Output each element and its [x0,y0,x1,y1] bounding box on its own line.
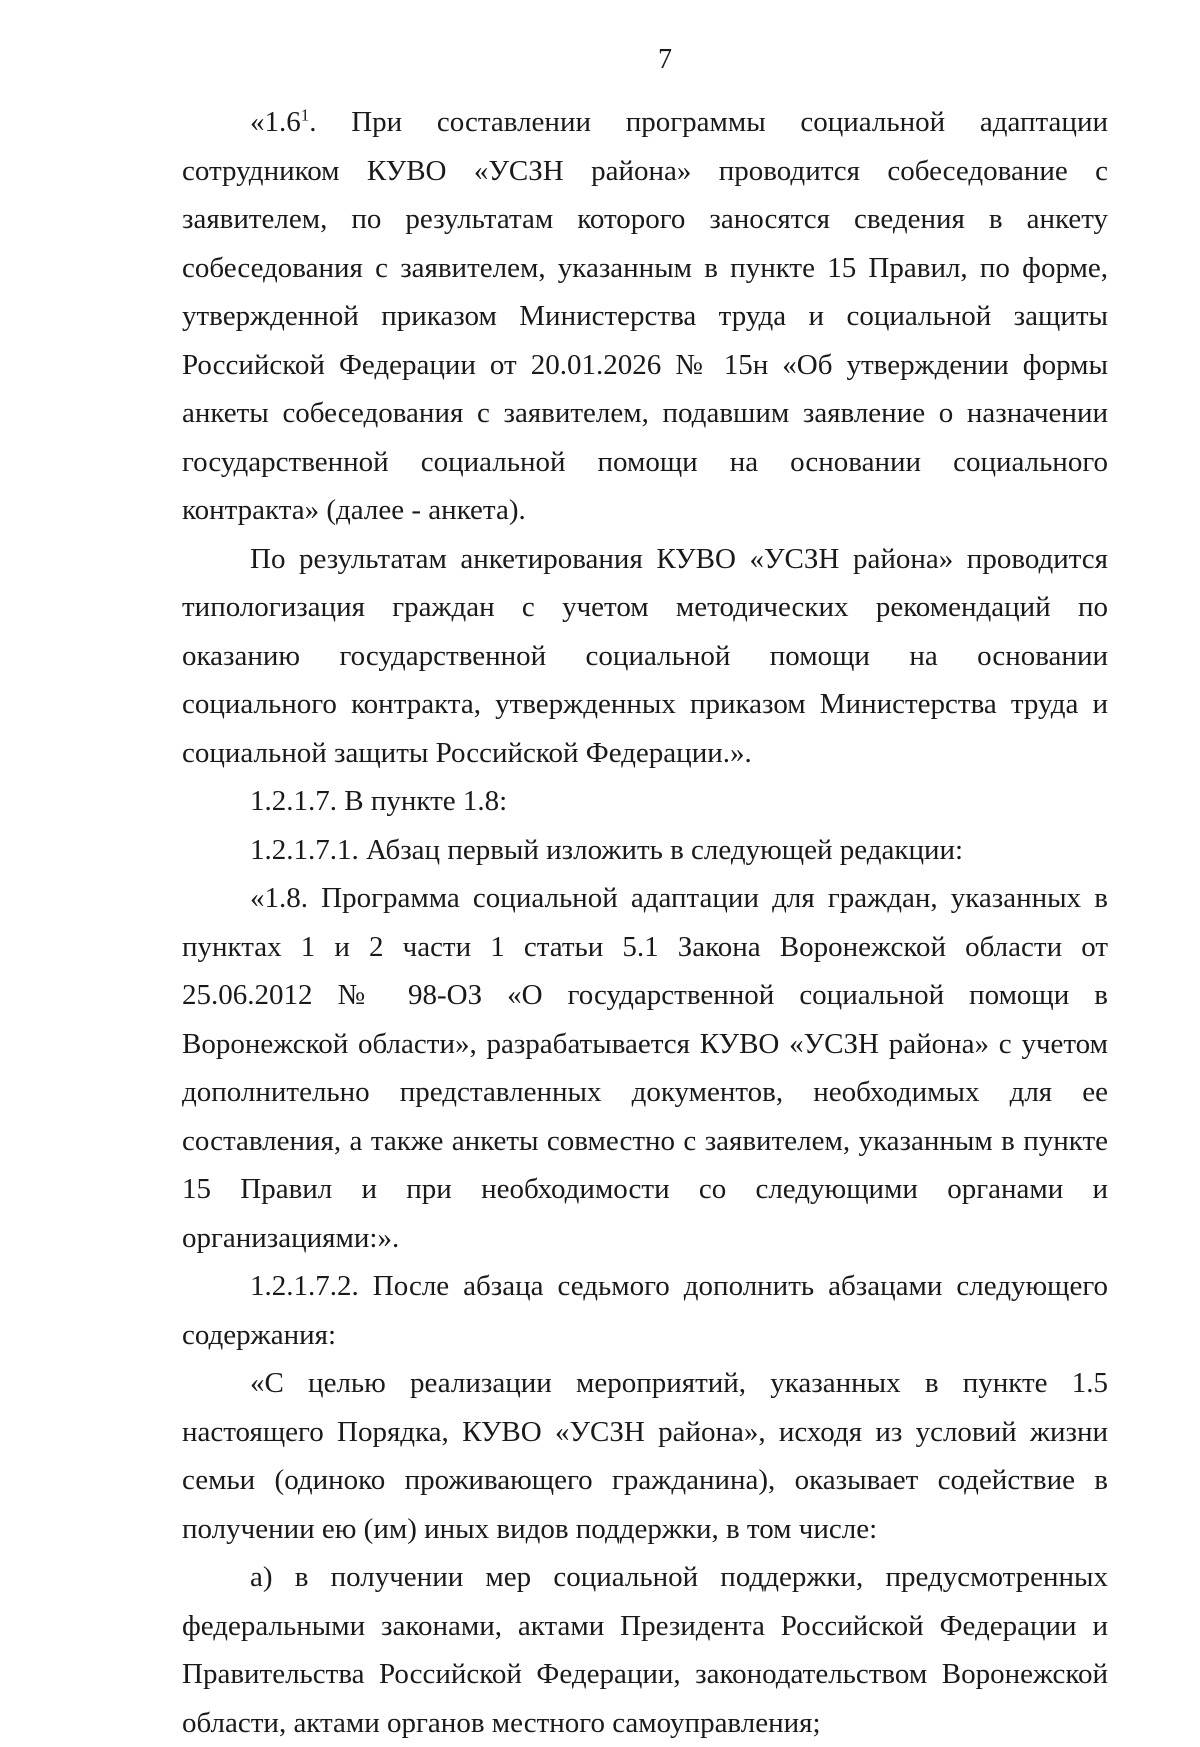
paragraph-typologization: По результатам анкетирования КУВО «УСЗН района» проводится типологизация граждан с учетом методических рекомендаций по оказанию государственной социальной помощи на основании социального контракта, утвержденных приказом Министерства труда и социальной защиты Российской Федерации.». [182,542,1108,769]
paragraph-prefix: «1.6 [250,106,301,138]
paragraph-item-a: а) в получении мер социальной поддержки, предусмотренных федеральными законами, актами Президента Российской Федерации и Правительства Российской Федерации, законодательством Воронежской области, актами органов местного самоуправления; [182,1561,1108,1739]
paragraph-1-6-1 [182,98,1108,535]
paragraph-1-2-1-7: 1.2.1.7. В пункте 1.8: [250,785,508,817]
paragraph-1-2-1-7-2: 1.2.1.7.2. После абзаца седьмого дополнить абзацами следующего содержания: [182,1270,1108,1351]
paragraph-support-measures: «С целью реализации мероприятий, указанных в пункте 1.5 настоящего Порядка, КУВО «УСЗН района», исходя из условий жизни семьи (одиноко проживающего гражданина), оказывает содействие в получении ею (им) иных видов поддержки, в том числе: [182,1367,1108,1545]
paragraph-1-2-1-7-1: 1.2.1.7.1. Абзац первый изложить в следующей редакции: [250,833,964,866]
paragraph-1-8: «1.8. Программа социальной адаптации для граждан, указанных в пунктах 1 и 2 части 1 статьи 5.1 Закона Воронежской области от 25.06.2012 № 98-ОЗ «О государственной социальной помощи в Воронежской области», разрабатывается КУВО «УСЗН района» с учетом дополнительно представленных документов, необходимых для ее составления, а также анкеты совместно с заявителем, указанным в пункте 15 Правил и при необходимости со следующими органами и организациями:». [182,882,1108,1254]
paragraph-text: . При составлении программы социальной адаптации сотрудником КУВО «УСЗН района» проводится собеседование с заявителем, по результатам которого заносятся сведения в анкету собеседования с заявителем, указанным в пункте 15 Правил, по форме, утвержденной приказом Министерства труда и социальной защиты Российской Федерации от 20.01.2026 № 15н «Об утверждении формы анкеты собеседования с заявителем, подавшим заявление о назначении государственной социальной помощи на основании социального контракта» (далее - анкета). [182,106,1108,526]
page-number: 7 [658,44,672,75]
superscript-index: 1 [300,105,310,125]
